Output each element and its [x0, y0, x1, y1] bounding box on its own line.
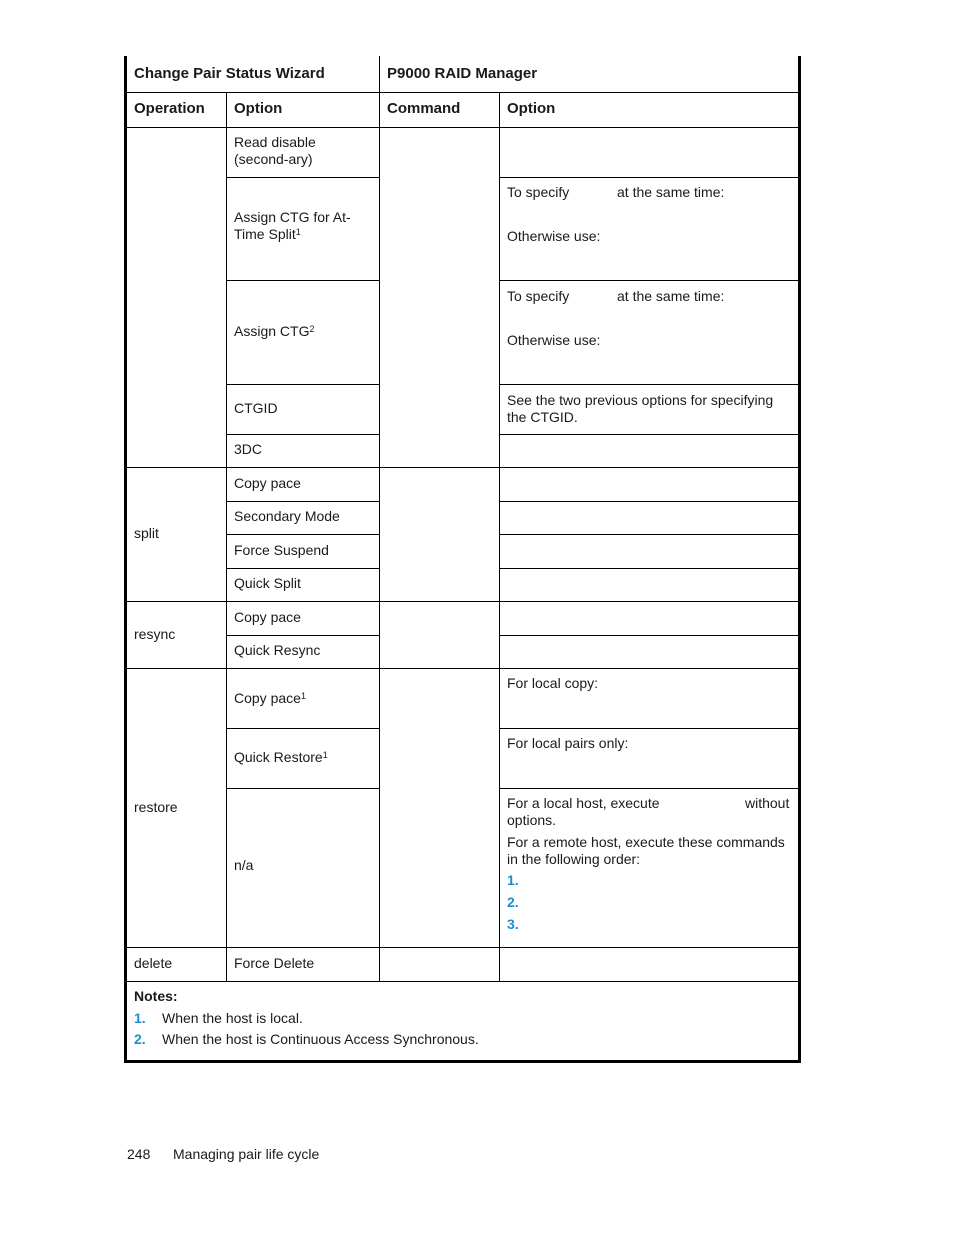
- group-header-wizard: Change Pair Status Wizard: [134, 65, 325, 82]
- footer-section-title: Managing pair life cycle: [173, 1146, 320, 1162]
- operation-split: split: [134, 525, 159, 541]
- option-force-suspend: Force Suspend: [234, 542, 329, 558]
- raid-restore-options: options.: [507, 812, 557, 828]
- option-read-disable: Read disable (second-ary): [234, 134, 316, 167]
- option-restore-copy-pace: Copy pace$^1$: [234, 690, 306, 706]
- raid-assign-ctg-line2: Otherwise use:: [507, 332, 601, 348]
- notes-title: Notes:: [134, 988, 178, 1004]
- option-resync-copy-pace: Copy pace: [234, 609, 301, 625]
- option-assign-ctg: Assign CTG$^2$: [234, 323, 315, 339]
- pair-status-table: [124, 56, 801, 1063]
- column-header-option: Option: [234, 100, 283, 117]
- column-header-operation: Operation: [134, 100, 205, 117]
- note-1-number: 1.: [134, 1010, 146, 1026]
- raid-restore-remote-host: For a remote host, execute these commands in the following order:: [507, 834, 785, 867]
- restore-step-2: 2.: [507, 894, 519, 910]
- option-restore-na: n/a: [234, 857, 254, 873]
- column-header-raid-option: Option: [507, 100, 556, 117]
- raid-restore-local-pairs: For local pairs only:: [507, 735, 629, 751]
- operation-delete: delete: [134, 955, 173, 971]
- operation-restore: restore: [134, 799, 178, 815]
- raid-assign-ctg-line1a: To specify: [507, 288, 570, 304]
- raid-restore-local-host-b: without: [745, 795, 790, 811]
- option-secondary-mode: Secondary Mode: [234, 508, 340, 524]
- page-number: 248: [127, 1146, 151, 1162]
- restore-step-1: 1.: [507, 872, 519, 888]
- raid-assign-ctg-line1b: at the same time:: [617, 288, 725, 304]
- option-3dc: 3DC: [234, 441, 263, 457]
- raid-ctgid: See the two previous options for specifying the CTGID.: [507, 392, 774, 425]
- restore-step-3: 3.: [507, 916, 519, 932]
- option-assign-ctg-split: Assign CTG for At-Time Split$^1$: [234, 209, 351, 242]
- table-border-bottom: [124, 1060, 801, 1063]
- operation-resync: resync: [134, 626, 176, 642]
- option-force-delete: Force Delete: [234, 955, 315, 971]
- table-border-right: [798, 56, 801, 1063]
- note-1-text: When the host is local.: [162, 1010, 303, 1026]
- table-border-left: [124, 56, 127, 1063]
- option-quick-split: Quick Split: [234, 575, 301, 591]
- group-header-raid: P9000 RAID Manager: [387, 65, 538, 82]
- option-quick-resync: Quick Resync: [234, 642, 321, 658]
- raid-restore-local-host-a: For a local host, execute: [507, 795, 660, 811]
- note-2-text: When the host is Continuous Access Synchronous.: [162, 1031, 479, 1047]
- option-split-copy-pace: Copy pace: [234, 475, 301, 491]
- raid-assign-ctg-split-line1a: To specify: [507, 184, 570, 200]
- raid-restore-local-copy: For local copy:: [507, 675, 599, 691]
- note-2-number: 2.: [134, 1031, 146, 1047]
- column-header-command: Command: [387, 100, 461, 117]
- raid-assign-ctg-split-line2: Otherwise use:: [507, 228, 601, 244]
- option-ctgid: CTGID: [234, 400, 278, 416]
- option-quick-restore: Quick Restore$^1$: [234, 749, 328, 765]
- raid-assign-ctg-split-line1b: at the same time:: [617, 184, 725, 200]
